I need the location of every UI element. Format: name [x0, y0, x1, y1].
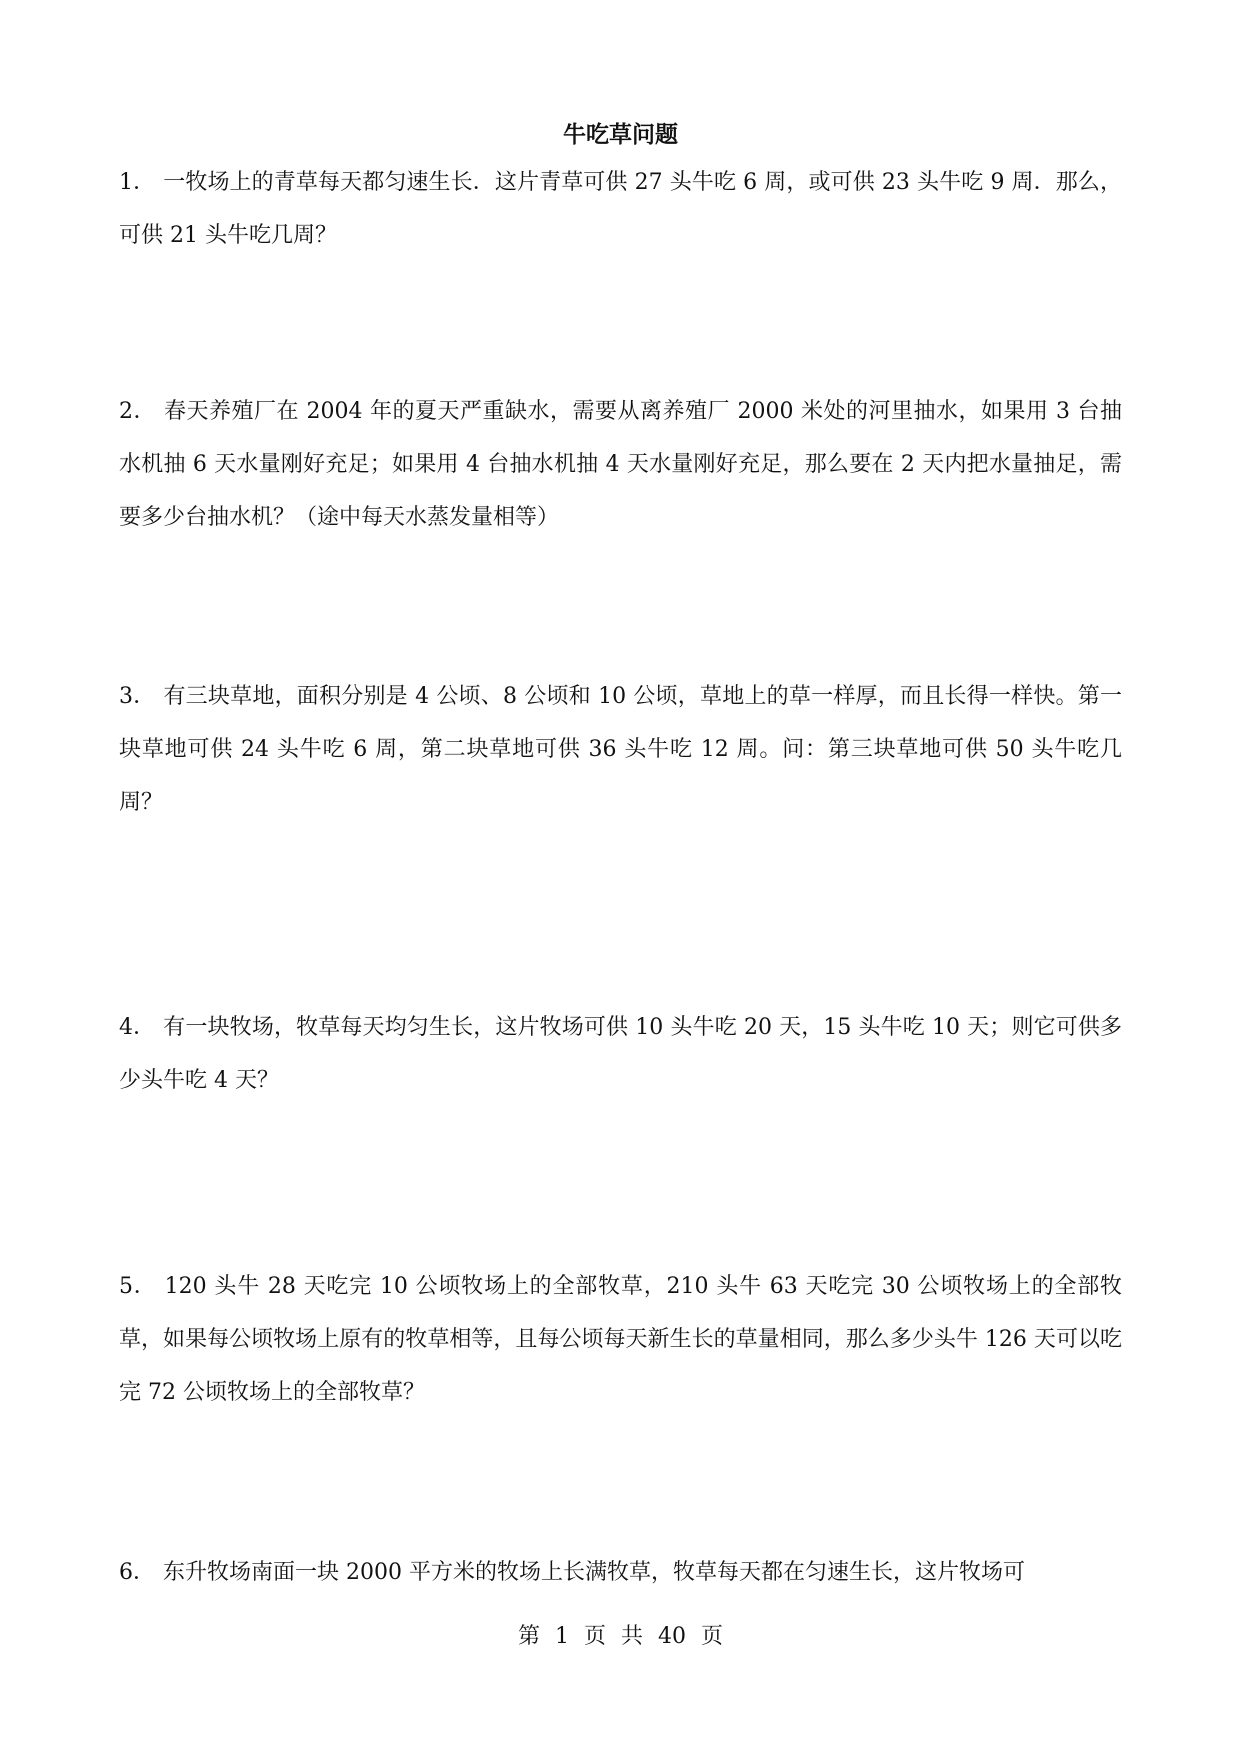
problem-number: 5． [119, 1274, 157, 1299]
page-footer: 第 1 页 共 40 页 [518, 1624, 723, 1649]
problem-number: 1． [119, 170, 156, 195]
problem-text: 东升牧场南面一块 2000 平方米的牧场上长满牧草，牧草每天都在匀速生长，这片牧场可 [163, 1560, 1025, 1585]
problem-number: 4． [119, 1015, 156, 1040]
problem-text: 有三块草地，面积分别是 4 公顷、8 公顷和 10 公顷，草地上的草一样厚，而且长得一样快。第一块草地可供 24 头牛吃 6 周，第二块草地可供 36 头牛吃 12 周。问：第三块草地可供 50 头牛吃几周？ [119, 684, 1122, 815]
problem-text: 春天养殖厂在 2004 年的夏天严重缺水，需要从离养殖厂 2000 米处的河里抽水，如果用 3 台抽水机抽 6 天水量刚好充足；如果用 4 台抽水机抽 4 天水量刚好充足，那么要在 2 天内把水量抽足，需要多少台抽水机？（途中每天水蒸发量相等） [119, 399, 1123, 530]
problem-1 [119, 156, 1122, 262]
problem-number: 6． [119, 1560, 155, 1585]
problem-number: 3． [119, 684, 156, 709]
problem-6 [119, 1546, 1122, 1599]
problem-text: 有一块牧场，牧草每天均匀生长，这片牧场可供 10 头牛吃 20 天，15 头牛吃 10 天；则它可供多少头牛吃 4 天？ [119, 1015, 1122, 1093]
problem-text: 一牧场上的青草每天都匀速生长．这片青草可供 27 头牛吃 6 周，或可供 23 头牛吃 9 周．那么，可供 21 头牛吃几周？ [119, 170, 1122, 248]
problem-3 [119, 670, 1122, 829]
problem-5 [119, 1260, 1122, 1419]
problem-number: 2． [119, 399, 157, 424]
problem-2 [119, 385, 1122, 544]
problem-text: 120 头牛 28 天吃完 10 公顷牧场上的全部牧草，210 头牛 63 天吃完 30 公顷牧场上的全部牧草，如果每公顷牧场上原有的牧草相等，且每公顷每天新生长的草量相同，那么多少头牛 126 天可以吃完 72 公顷牧场上的全部牧草？ [119, 1274, 1122, 1405]
problem-4 [119, 1001, 1122, 1107]
page-title: 牛吃草问题 [563, 121, 678, 148]
